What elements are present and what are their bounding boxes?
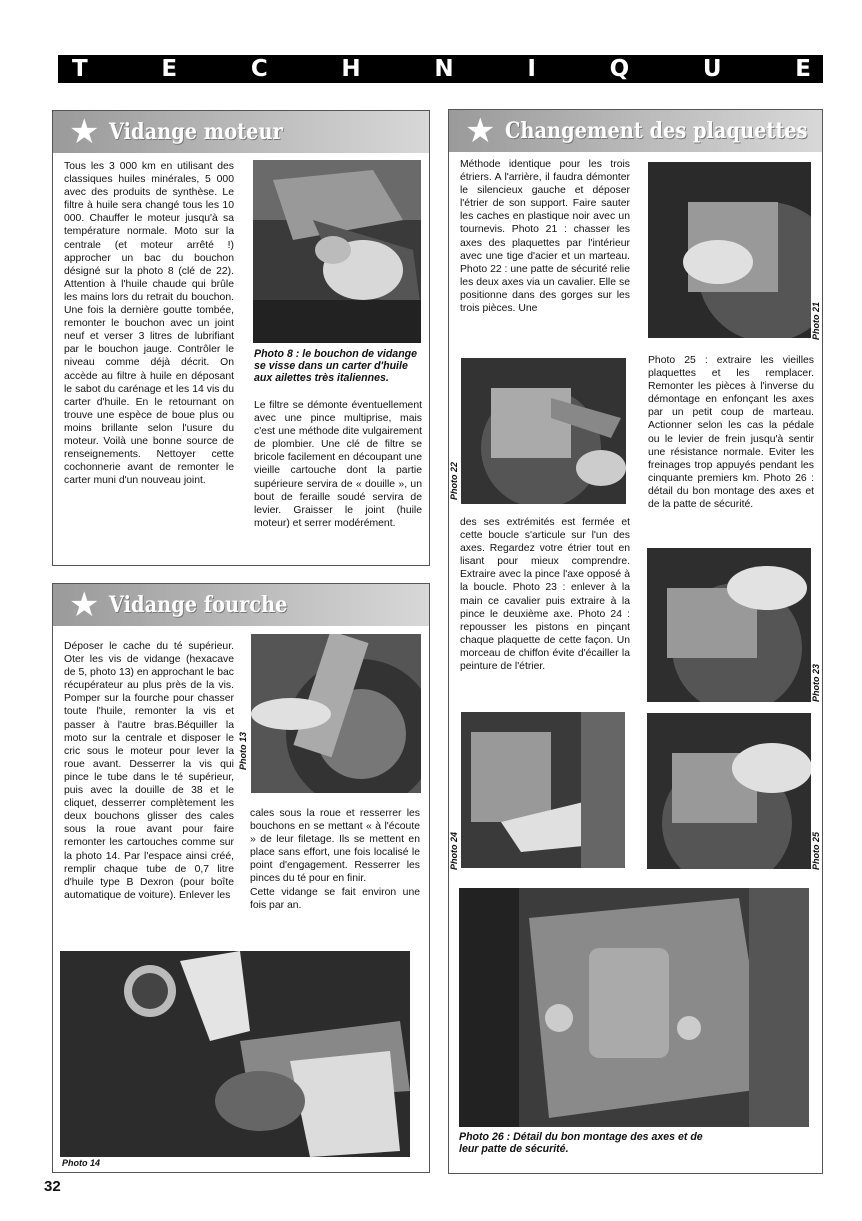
vidange-moteur-text-col1 [64,160,234,487]
photo-13-label: Photo 13 [238,731,248,770]
paragraph: Photo 25 : extraire les vieilles plaquettes et les remplacer. Remonter les pièces à l'inverse du démontage en enfonçant les axes par un petit coup de marteau. Actionner selon les cas la pédale ou le levier de frein jusqu'à sentir une résistance normale. Eviter les freinages trop appuyés pendant les cinquante premiers km. Photo 26 : détail du bon montage des axes et de la patte de sécurité. [648,355,814,511]
photo-8 [253,160,421,343]
photo-25 [647,713,811,869]
section-header-bar [58,55,823,83]
photo-13 [251,634,421,793]
photo-23 [647,548,811,702]
plaquettes-text-col1b [460,516,630,673]
paragraph: cales sous la roue et resserrer les bouchons en se mettant « à l'écoute » de leur filetage. Ils se mettent en place sans effort, une fois localisé le point d'engagement. Resserrer les pinces du té pour en finir. [250,808,420,885]
photo-25-label: Photo 25 [811,831,821,870]
photo-23-label: Photo 23 [811,663,821,702]
paragraph: Cette vidange se fait environ une fois par an. [250,886,420,911]
photo-14 [60,951,410,1157]
photo-22 [461,358,626,504]
header-letter: U [702,56,722,82]
header-letter: N [434,56,454,82]
vidange-fourche-text-col1 [64,640,234,902]
photo-26-caption: Photo 26 : Détail du bon montage des axes et de leur patte de sécurité. [459,1131,703,1156]
star-icon: ★ [465,111,496,151]
header-letter: T [72,56,88,82]
header-letter: E [795,56,811,82]
vidange-fourche-text-col2 [250,807,420,912]
paragraph: Déposer le cache du té supérieur. Oter les vis de vidange (hexacave de 5, photo 13) en approchant le bac récupérateur au plus près de la vis. Pomper sur la fourche pour chasser toute l'huile, remonter la vis et passer à l'autre bras.Béquiller la moto sur la centrale et disposer le cric sous le moteur pour lever la roue avant. Desserrer la vis qui pince le tube dans le té supérieur, puis avec la douille de 38 et le cliquet, desserrer complètement les deux bouchons glisser des cales sous la roue avant pour faire remonter les cartouches comme sur la photo 14. Par l'espace ainsi créé, remplir chaque tube de 0,7 litre d'huile type B Dexron (pour boîte automatique de voiture). Enlever les [64,641,234,901]
vidange-moteur-banner [53,111,429,153]
header-letter: H [341,56,361,82]
header-letter: E [161,56,178,82]
paragraph: Méthode identique pour les trois étriers. A l'arrière, il faudra démonter le silencieux gauche et déposer l'étrier de son support. Faire sauter les caches en plastique noir avec un tournevis. Photo 21 : chasser les axes des plaquettes par l'intérieur avec une tige d'acier et un marteau. Photo 22 : une patte de sécurité relie les deux axes via un cavalier. Elle se positionne dans des gorges sur les trois pièces. Une [460,159,630,315]
photo-24 [461,712,625,868]
plaquettes-title: Changement des plaquettes [505,118,808,144]
photo-14-label: Photo 14 [62,1158,101,1168]
vidange-moteur-title: Vidange moteur [109,119,284,145]
photo-21 [648,162,811,338]
vidange-moteur-text-col2 [254,399,422,530]
header-letter: I [527,56,536,82]
plaquettes-text-col2 [648,354,814,511]
paragraph: des ses extrémités est fermée et cette boucle s'articule sur l'un des axes. Regardez votre étrier tout en lisant pour mieux comprendre. Extraire avec la pince l'axe opposé à la boucle. Photo 23 : enlever à la main ce cavalier puis extraire à la pince le deuxième axe. Photo 24 : repousser les pistons en pinçant chaque plaquette de cette façon. Un morceau de chiffon évite d'écailler la peinture de l'étrier. [460,517,630,673]
photo-22-label: Photo 22 [449,461,459,500]
header-letter: Q [609,56,630,82]
paragraph: Le filtre se démonte éventuellement avec une pince multiprise, mais c'est une méthode dite vulgairement de plombier. Une clé de filtre se bricole facilement en découpant une vieille cartouche dont la partie supérieure servira de « douille », un bout de feraille soudé servira de levier. Graisser le joint (huile moteur) et serrer modérément. [254,400,422,529]
header-letter: C [250,56,268,82]
vidange-fourche-banner [53,584,429,626]
vidange-fourche-title: Vidange fourche [109,592,288,618]
photo-21-label: Photo 21 [811,301,821,340]
paragraph: Tous les 3 000 km en utilisant des classiques huiles minérales, 5 000 avec des produits de synthèse. Le filtre à huile sera changé tous les 10 000. Chauffer le moteur jusqu'à sa température normale. Moto sur la centrale (et moteur arrêté !) approcher un bac du bouchon désigné sur la photo 8 (clé de 22). Attention à l'huile chaude qui brûle les mains lors du retrait du bouchon. Une fois la dernière goutte tombée, remonter le bouchon avec un joint neuf et verser 3 litres de lubrifiant par le bouchon jauge. Contrôler le niveau comme déjà décrit. On accède au filtre à huile en déposant le sabot du carénage et les 14 vis du carter d'huile. En le retournant on trouve une espèce de boue plus ou moins brillante selon l'usure du moteur. Voilà une bonne source de renseignements. Nettoyer cette cochonnerie avant de remonter le carter muni d'un nouveau joint. [64,161,234,487]
photo-24-label: Photo 24 [449,831,459,870]
star-icon: ★ [69,585,100,625]
plaquettes-banner [449,110,822,152]
photo-26 [459,888,809,1127]
photo-8-caption: Photo 8 : le bouchon de vidange se visse dans un carter d'huile aux ailettes très italiennes. [254,348,418,385]
star-icon: ★ [69,112,100,152]
page-number: 32 [44,1178,61,1195]
plaquettes-text-col1a [460,158,630,315]
